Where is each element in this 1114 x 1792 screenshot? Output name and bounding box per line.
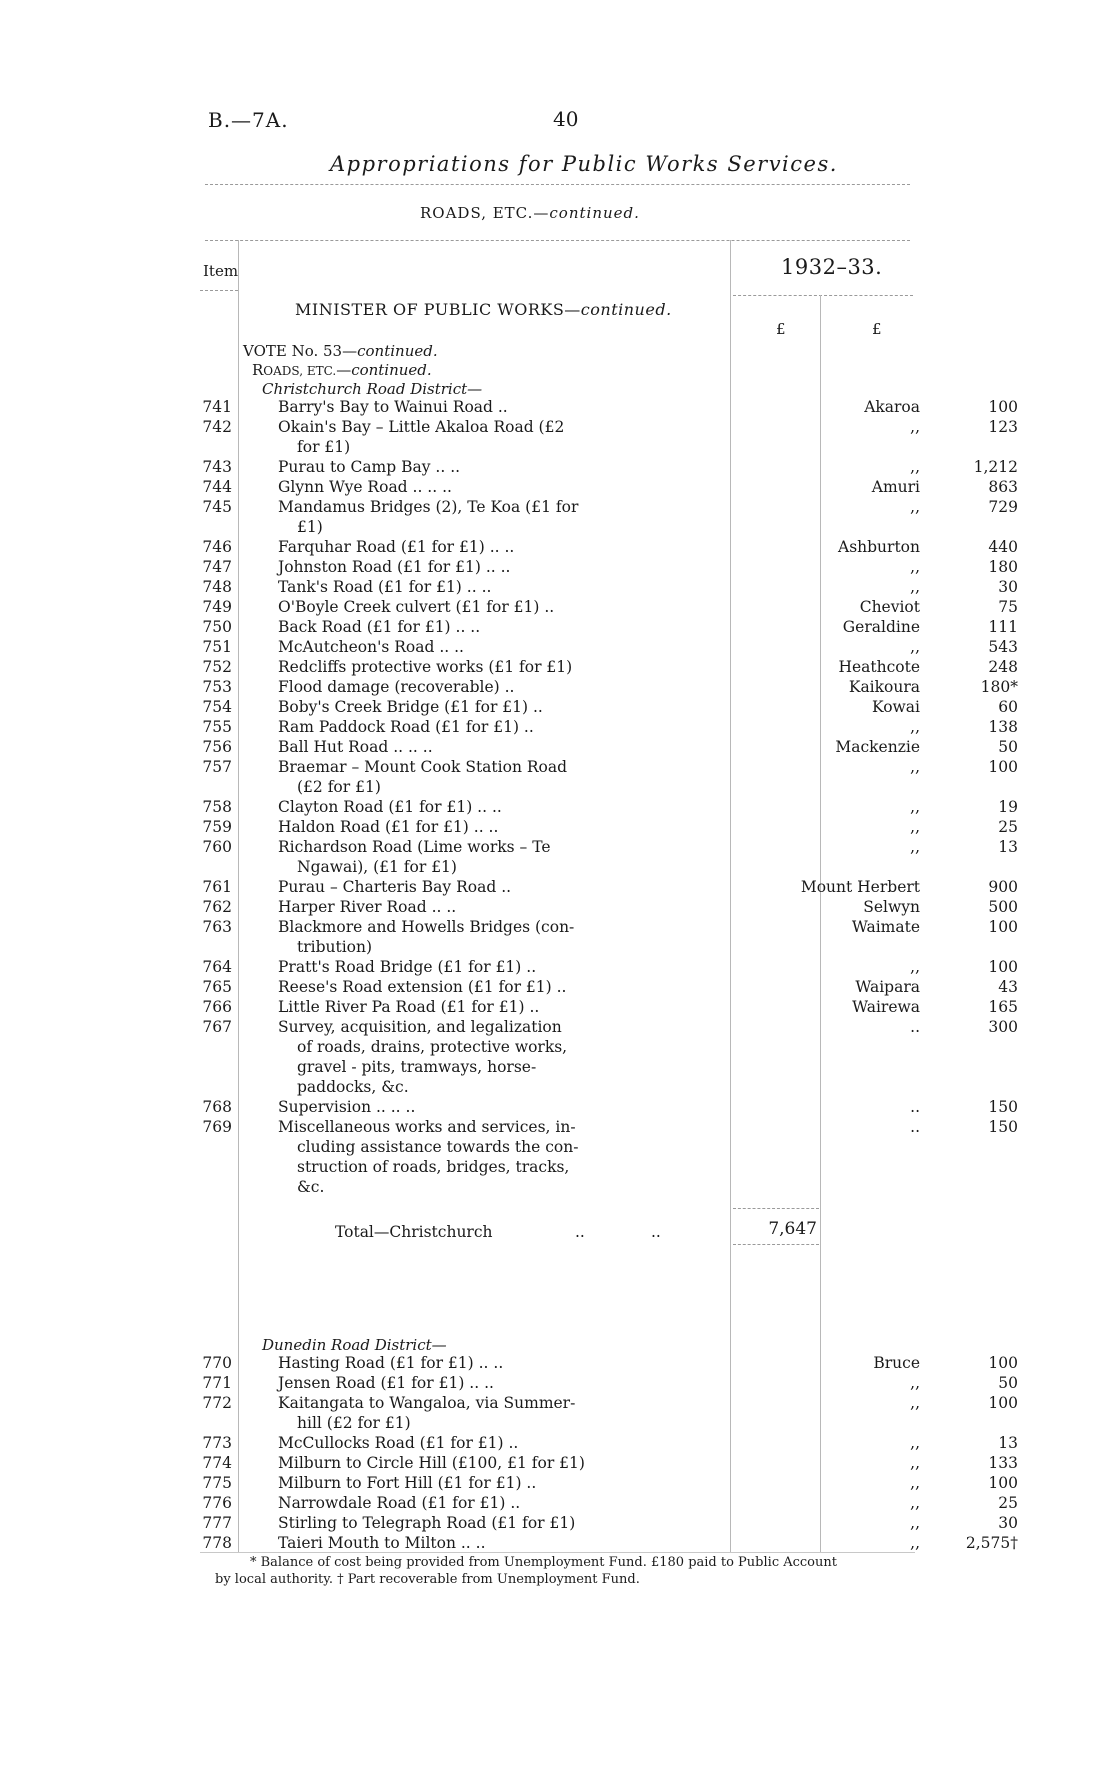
- footnote-line-1: * Balance of cost being provided from Unemployment Fund. £180 paid to Public Account: [250, 1555, 837, 1570]
- item-locality: ,,: [910, 838, 920, 856]
- item-number: 755: [202, 718, 232, 736]
- item-description: Tank's Road (£1 for £1) .. ..: [278, 578, 492, 596]
- item-amount: 133: [988, 1454, 1018, 1472]
- item-number: 746: [202, 538, 232, 556]
- table-row: [200, 557, 1018, 577]
- minister-heading: MINISTER OF PUBLIC WORKS—continued.: [295, 300, 672, 319]
- table-row-continuation: [200, 857, 820, 877]
- table-row: [200, 917, 1018, 937]
- item-locality: ,,: [910, 718, 920, 736]
- item-number: 757: [202, 758, 232, 776]
- item-number: 758: [202, 798, 232, 816]
- table-row: [200, 997, 1018, 1017]
- item-description: Redcliffs protective works (£1 for £1): [278, 658, 573, 676]
- item-amount: 13: [998, 1434, 1018, 1452]
- item-number: 768: [202, 1098, 232, 1116]
- item-locality: ,,: [910, 558, 920, 576]
- dunedin-heading: Dunedin Road District—: [262, 1336, 447, 1354]
- item-description: Taieri Mouth to Milton .. ..: [278, 1534, 486, 1552]
- table-row: [200, 797, 1018, 817]
- item-number: 761: [202, 878, 232, 896]
- item-number: 766: [202, 998, 232, 1016]
- item-number: 745: [202, 498, 232, 516]
- item-amount: 30: [998, 1514, 1018, 1532]
- table-row-continuation: [200, 777, 820, 797]
- item-description: tribution): [297, 938, 373, 956]
- item-number: 771: [202, 1374, 232, 1392]
- footnote-line-2: by local authority. † Part recoverable from Unemployment Fund.: [215, 1572, 640, 1587]
- table-row: [200, 1117, 1018, 1137]
- item-amount: 123: [988, 418, 1018, 436]
- item-number: 775: [202, 1474, 232, 1492]
- item-description: Back Road (£1 for £1) .. ..: [278, 618, 481, 636]
- total-bottom-rule: [733, 1244, 819, 1245]
- table-row-continuation: [200, 1077, 820, 1097]
- item-amount: 180*: [980, 678, 1018, 696]
- page-title: Appropriations for Public Works Services.: [330, 152, 838, 176]
- item-description: Farquhar Road (£1 for £1) .. ..: [278, 538, 515, 556]
- table-row: [200, 1513, 1018, 1533]
- item-amount: 100: [988, 1474, 1018, 1492]
- item-description: hill (£2 for £1): [297, 1414, 411, 1432]
- item-amount: 543: [988, 638, 1018, 656]
- total-label: Total—Christchurch: [335, 1223, 493, 1241]
- item-amount: 180: [988, 558, 1018, 576]
- item-locality: Geraldine: [842, 618, 920, 636]
- table-row-continuation: [200, 437, 820, 457]
- item-number: 769: [202, 1118, 232, 1136]
- table-row: [200, 977, 1018, 997]
- item-locality: ,,: [910, 638, 920, 656]
- table-row: [200, 657, 1018, 677]
- item-description: O'Boyle Creek culvert (£1 for £1) ..: [278, 598, 555, 616]
- item-locality: ,,: [910, 578, 920, 596]
- item-amount: 1,212: [973, 458, 1018, 476]
- table-row: [200, 1533, 1018, 1553]
- item-amount: 100: [988, 398, 1018, 416]
- item-locality: ,,: [910, 1514, 920, 1532]
- item-locality: Akaroa: [864, 398, 920, 416]
- item-locality: Wairewa: [852, 998, 920, 1016]
- table-row: [200, 457, 1018, 477]
- item-locality: Selwyn: [863, 898, 920, 916]
- item-description: Braemar – Mount Cook Station Road: [278, 758, 568, 776]
- item-amount: 150: [988, 1098, 1018, 1116]
- table-row-continuation: [200, 1413, 820, 1433]
- table-row: [200, 717, 1018, 737]
- item-locality: ,,: [910, 1454, 920, 1472]
- table-row: [200, 597, 1018, 617]
- item-description: for £1): [297, 438, 351, 456]
- table-row: [200, 537, 1018, 557]
- item-number: 754: [202, 698, 232, 716]
- table-row: [200, 1017, 1018, 1037]
- item-number: 759: [202, 818, 232, 836]
- table-row: [200, 1493, 1018, 1513]
- item-description: cluding assistance towards the con-: [297, 1138, 579, 1156]
- item-amount: 900: [988, 878, 1018, 896]
- item-description: Flood damage (recoverable) ..: [278, 678, 515, 696]
- item-amount: 729: [988, 498, 1018, 516]
- item-number: 778: [202, 1534, 232, 1552]
- item-number: 744: [202, 478, 232, 496]
- table-row: [200, 877, 1018, 897]
- item-number: 756: [202, 738, 232, 756]
- item-number: 748: [202, 578, 232, 596]
- item-locality: Mount Herbert: [800, 878, 920, 896]
- item-number: 741: [202, 398, 232, 416]
- item-number: 747: [202, 558, 232, 576]
- item-number: 750: [202, 618, 232, 636]
- table-top-rule: [205, 240, 910, 241]
- item-description: Survey, acquisition, and legalization: [278, 1018, 562, 1036]
- item-description: Boby's Creek Bridge (£1 for £1) ..: [278, 698, 543, 716]
- table-row: [200, 1373, 1018, 1393]
- item-amount: 30: [998, 578, 1018, 596]
- table-row: [200, 897, 1018, 917]
- item-amount: 100: [988, 1394, 1018, 1412]
- page-number: 40: [553, 107, 579, 131]
- item-amount: 25: [998, 1494, 1018, 1512]
- item-amount: 50: [998, 1374, 1018, 1392]
- item-amount: 2,575†: [965, 1534, 1018, 1552]
- item-locality: ,,: [910, 458, 920, 476]
- item-number: 763: [202, 918, 232, 936]
- item-description: Blackmore and Howells Bridges (con-: [278, 918, 575, 936]
- item-number: 752: [202, 658, 232, 676]
- item-amount: 300: [988, 1018, 1018, 1036]
- item-amount: 13: [998, 838, 1018, 856]
- table-row: [200, 1473, 1018, 1493]
- item-description: Richardson Road (Lime works – Te: [278, 838, 551, 856]
- item-description: McCullocks Road (£1 for £1) ..: [278, 1434, 519, 1452]
- table-row: [200, 637, 1018, 657]
- item-locality: Bruce: [873, 1354, 920, 1372]
- item-locality: ,,: [910, 418, 920, 436]
- item-description: (£2 for £1): [297, 778, 381, 796]
- total-leader-dots: ..: [651, 1223, 661, 1241]
- item-locality: ..: [910, 1018, 920, 1036]
- table-row: [200, 397, 1018, 417]
- footnote-rule: [200, 1552, 915, 1553]
- roads-heading: ROADS, ETC.—continued.: [252, 361, 432, 379]
- table-row-continuation: [200, 1177, 820, 1197]
- item-number: 751: [202, 638, 232, 656]
- table-row-continuation: [200, 1037, 820, 1057]
- table-row: [200, 957, 1018, 977]
- item-number: 772: [202, 1394, 232, 1412]
- table-row-continuation: [200, 937, 820, 957]
- item-amount: 500: [988, 898, 1018, 916]
- item-description: Ram Paddock Road (£1 for £1) ..: [278, 718, 534, 736]
- total-leader-dots: ..: [575, 1223, 585, 1241]
- item-amount: 150: [988, 1118, 1018, 1136]
- item-description: Ngawai), (£1 for £1): [297, 858, 457, 876]
- item-locality: Heathcote: [838, 658, 920, 676]
- item-locality: ,,: [910, 958, 920, 976]
- item-locality: ,,: [910, 498, 920, 516]
- table-row-continuation: [200, 1157, 820, 1177]
- table-row-continuation: [200, 1137, 820, 1157]
- item-locality: Kowai: [872, 698, 920, 716]
- item-locality: ,,: [910, 1494, 920, 1512]
- item-amount: 100: [988, 758, 1018, 776]
- table-row: [200, 1097, 1018, 1117]
- item-description: Okain's Bay – Little Akaloa Road (£2: [278, 418, 565, 436]
- item-description: Pratt's Road Bridge (£1 for £1) ..: [278, 958, 537, 976]
- table-row: [200, 697, 1018, 717]
- christchurch-heading: Christchurch Road District—: [262, 380, 483, 398]
- table-row: [200, 497, 1018, 517]
- item-locality: ,,: [910, 1434, 920, 1452]
- table-row: [200, 837, 1018, 857]
- item-locality: ,,: [910, 1374, 920, 1392]
- item-description: struction of roads, bridges, tracks,: [297, 1158, 570, 1176]
- total-top-rule: [733, 1208, 819, 1209]
- item-locality: ,,: [910, 818, 920, 836]
- item-description: Narrowdale Road (£1 for £1) ..: [278, 1494, 521, 1512]
- item-description: Ball Hut Road .. .. ..: [278, 738, 433, 756]
- year-column-header: 1932–33.: [781, 255, 883, 279]
- page-reference: B.—7A.: [208, 108, 289, 132]
- item-locality: ,,: [910, 1394, 920, 1412]
- item-number: 743: [202, 458, 232, 476]
- item-amount: 100: [988, 958, 1018, 976]
- item-number: 767: [202, 1018, 232, 1036]
- table-row: [200, 417, 1018, 437]
- item-description: Harper River Road .. ..: [278, 898, 457, 916]
- item-description: Little River Pa Road (£1 for £1) ..: [278, 998, 540, 1016]
- item-description: Barry's Bay to Wainui Road ..: [278, 398, 508, 416]
- item-amount: 43: [998, 978, 1018, 996]
- item-locality: Ashburton: [838, 538, 920, 556]
- item-description: Clayton Road (£1 for £1) .. ..: [278, 798, 502, 816]
- item-amount: 100: [988, 1354, 1018, 1372]
- item-amount: 75: [998, 598, 1018, 616]
- table-row: [200, 1393, 1018, 1413]
- table-row: [200, 817, 1018, 837]
- table-row: [200, 677, 1018, 697]
- item-description: McAutcheon's Road .. ..: [278, 638, 464, 656]
- item-description: &c.: [297, 1178, 325, 1196]
- table-row: [200, 477, 1018, 497]
- page-subtitle: ROADS, ETC.—continued.: [420, 204, 640, 222]
- item-locality: ,,: [910, 758, 920, 776]
- item-locality: ..: [910, 1118, 920, 1136]
- item-description: of roads, drains, protective works,: [297, 1038, 568, 1056]
- item-column-header: Item: [203, 262, 239, 280]
- item-amount: 111: [988, 618, 1018, 636]
- item-amount: 138: [988, 718, 1018, 736]
- item-description: gravel - pits, tramways, horse-: [297, 1058, 537, 1076]
- item-locality: ,,: [910, 1534, 920, 1552]
- table-row: [200, 1453, 1018, 1473]
- item-amount: 50: [998, 738, 1018, 756]
- item-number: 760: [202, 838, 232, 856]
- item-header-rule: [200, 290, 238, 291]
- item-locality: ,,: [910, 1474, 920, 1492]
- item-number: 776: [202, 1494, 232, 1512]
- item-number: 753: [202, 678, 232, 696]
- item-number: 764: [202, 958, 232, 976]
- item-description: Milburn to Circle Hill (£100, £1 for £1): [278, 1454, 585, 1472]
- item-locality: Cheviot: [859, 598, 920, 616]
- item-description: Kaitangata to Wangaloa, via Summer-: [278, 1394, 576, 1412]
- item-number: 777: [202, 1514, 232, 1532]
- table-row: [200, 1353, 1018, 1373]
- table-row: [200, 1433, 1018, 1453]
- item-number: 749: [202, 598, 232, 616]
- table-row-continuation: [200, 517, 820, 537]
- item-amount: 165: [988, 998, 1018, 1016]
- pound-column-2: £: [872, 320, 882, 338]
- item-description: Jensen Road (£1 for £1) .. ..: [278, 1374, 494, 1392]
- table-row: [200, 737, 1018, 757]
- item-number: 742: [202, 418, 232, 436]
- item-description: Glynn Wye Road .. .. ..: [278, 478, 452, 496]
- item-number: 770: [202, 1354, 232, 1372]
- item-description: Reese's Road extension (£1 for £1) ..: [278, 978, 567, 996]
- year-header-rule: [733, 295, 913, 296]
- item-number: 765: [202, 978, 232, 996]
- item-amount: 25: [998, 818, 1018, 836]
- item-description: Supervision .. .. ..: [278, 1098, 416, 1116]
- item-locality: ,,: [910, 798, 920, 816]
- item-amount: 100: [988, 918, 1018, 936]
- item-amount: 60: [998, 698, 1018, 716]
- item-amount: 863: [988, 478, 1018, 496]
- table-row: [200, 577, 1018, 597]
- title-rule: [205, 184, 910, 185]
- item-amount: 19: [998, 798, 1018, 816]
- item-description: paddocks, &c.: [297, 1078, 409, 1096]
- item-description: Hasting Road (£1 for £1) .. ..: [278, 1354, 504, 1372]
- item-locality: Amuri: [871, 478, 920, 496]
- item-description: Mandamus Bridges (2), Te Koa (£1 for: [278, 498, 579, 516]
- item-description: Johnston Road (£1 for £1) .. ..: [278, 558, 511, 576]
- item-locality: Kaikoura: [848, 678, 920, 696]
- table-row: [200, 757, 1018, 777]
- item-description: Purau to Camp Bay .. ..: [278, 458, 461, 476]
- item-description: £1): [297, 518, 323, 536]
- item-number: 773: [202, 1434, 232, 1452]
- table-row: [200, 617, 1018, 637]
- vote-heading: VOTE No. 53—continued.: [243, 342, 438, 360]
- item-locality: Waimate: [851, 918, 920, 936]
- total-amount: 7,647: [768, 1219, 817, 1239]
- item-number: 762: [202, 898, 232, 916]
- item-amount: 440: [988, 538, 1018, 556]
- item-amount: 248: [988, 658, 1018, 676]
- item-number: 774: [202, 1454, 232, 1472]
- pound-column-1: £: [776, 320, 786, 338]
- item-locality: Waipara: [855, 978, 920, 996]
- item-description: Haldon Road (£1 for £1) .. ..: [278, 818, 499, 836]
- item-description: Stirling to Telegraph Road (£1 for £1): [278, 1514, 576, 1532]
- item-description: Milburn to Fort Hill (£1 for £1) ..: [278, 1474, 537, 1492]
- item-locality: ..: [910, 1098, 920, 1116]
- item-description: Purau – Charteris Bay Road ..: [278, 878, 512, 896]
- table-row-continuation: [200, 1057, 820, 1077]
- item-description: Miscellaneous works and services, in-: [278, 1118, 576, 1136]
- item-locality: Mackenzie: [835, 738, 920, 756]
